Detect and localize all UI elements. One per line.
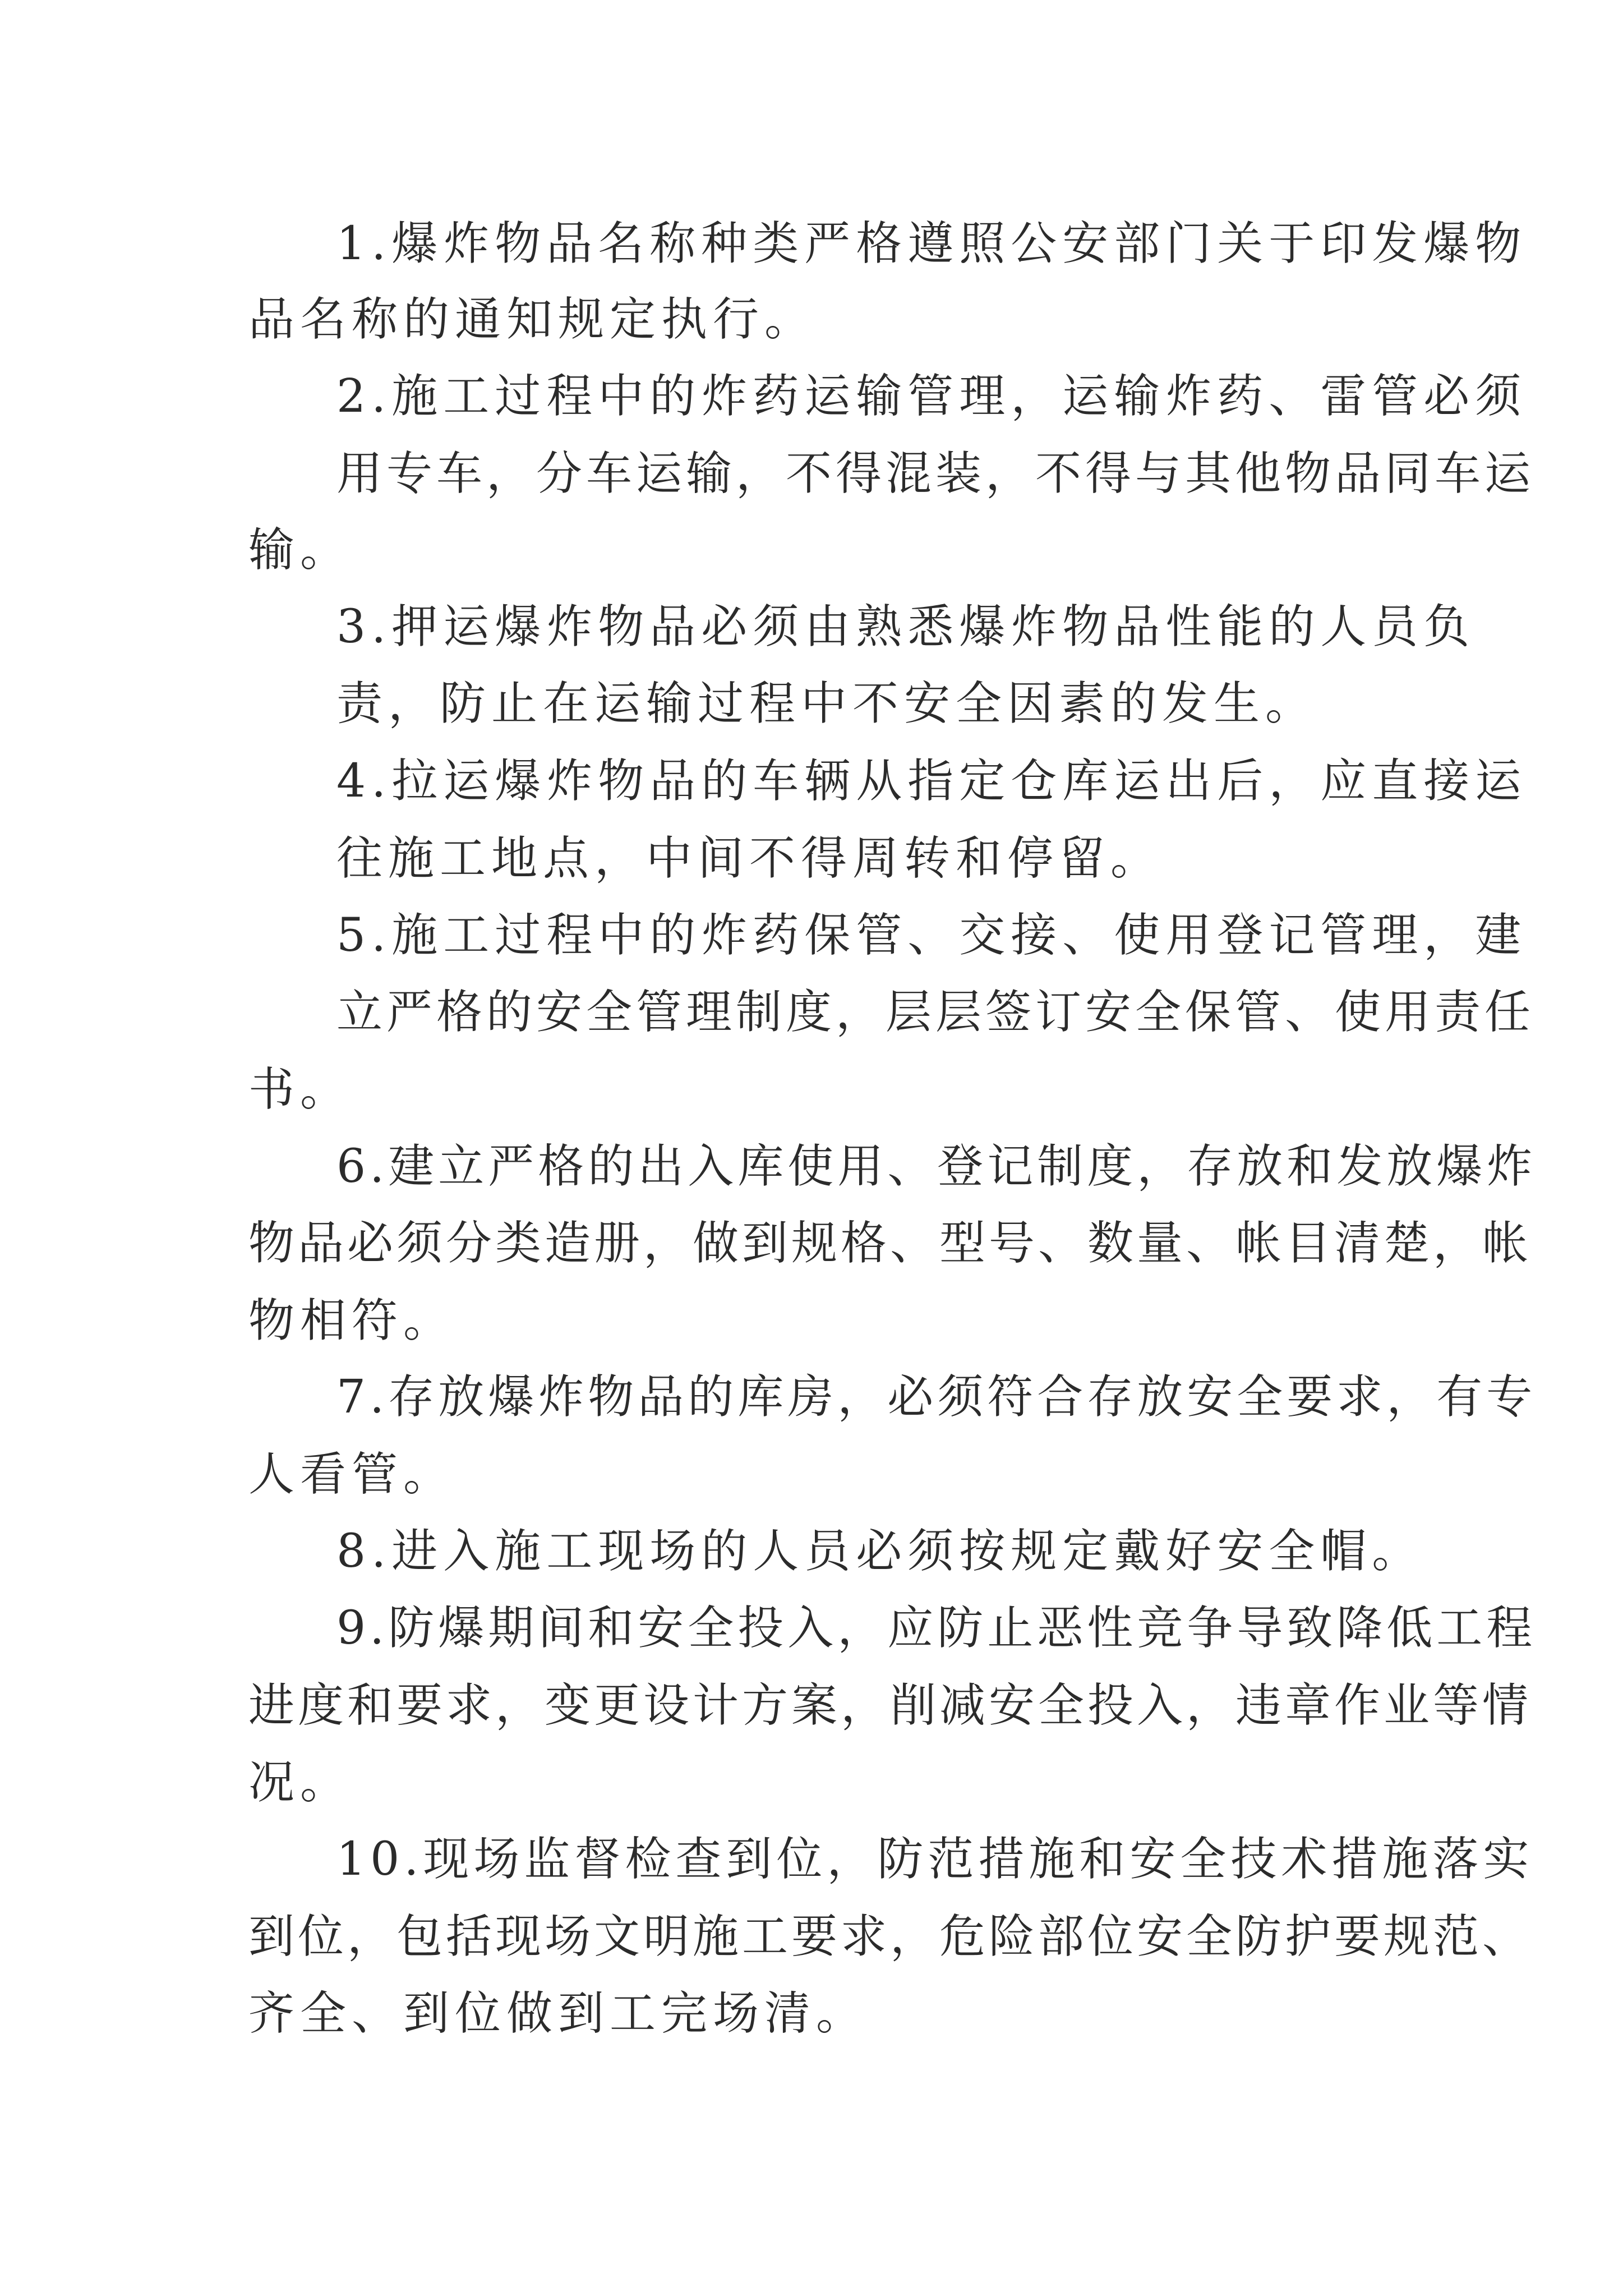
text-line: 2.施工过程中的炸药运输管理，运输炸药、雷管必须 <box>336 370 1527 423</box>
text-line: 8.进入施工现场的人员必须按规定戴好安全帽。 <box>336 1525 1424 1578</box>
text-line: 10.现场监督检查到位，防范措施和安全技术措施落实 <box>336 1833 1534 1886</box>
text-line: 况。 <box>248 1756 352 1809</box>
text-line: 书。 <box>248 1063 352 1116</box>
text-line: 责，防止在运输过程中不安全因素的发生。 <box>336 677 1317 730</box>
text-line: 往施工地点，中间不得周转和停留。 <box>336 832 1163 885</box>
text-line: 物相符。 <box>248 1294 455 1347</box>
text-line: 4.拉运爆炸物品的车辆从指定仓库运出后，应直接运 <box>336 754 1527 808</box>
text-line: 物品必须分类造册，做到规格、型号、数量、帐目清楚，帐 <box>248 1217 1532 1270</box>
text-line: 输。 <box>248 523 352 577</box>
text-line: 5.施工过程中的炸药保管、交接、使用登记管理，建 <box>336 909 1527 962</box>
text-line: 6.建立严格的出入库使用、登记制度，存放和发放爆炸 <box>336 1140 1537 1193</box>
text-line: 到位，包括现场文明施工要求，危险部位安全防护要规范、 <box>248 1910 1532 1963</box>
text-line: 用专车，分车运输，不得混装，不得与其他物品同车运 <box>336 447 1535 500</box>
text-line: 齐全、到位做到工完场清。 <box>248 1987 868 2040</box>
text-line: 1.爆炸物品名称种类严格遵照公安部门关于印发爆物 <box>336 217 1527 270</box>
text-line: 进度和要求，变更设计方案，削减安全投入，违章作业等情 <box>248 1679 1532 1732</box>
text-line: 立严格的安全管理制度，层层签订安全保管、使用责任 <box>336 986 1535 1039</box>
text-line: 9.防爆期间和安全投入，应防止恶性竞争导致降低工程 <box>336 1602 1537 1655</box>
text-line: 品名称的通知规定执行。 <box>248 293 817 346</box>
text-line: 7.存放爆炸物品的库房，必须符合存放安全要求，有专 <box>336 1370 1537 1424</box>
text-line: 3.押运爆炸物品必须由熟悉爆炸物品性能的人员负 <box>336 600 1476 654</box>
text-line: 人看管。 <box>248 1448 455 1501</box>
